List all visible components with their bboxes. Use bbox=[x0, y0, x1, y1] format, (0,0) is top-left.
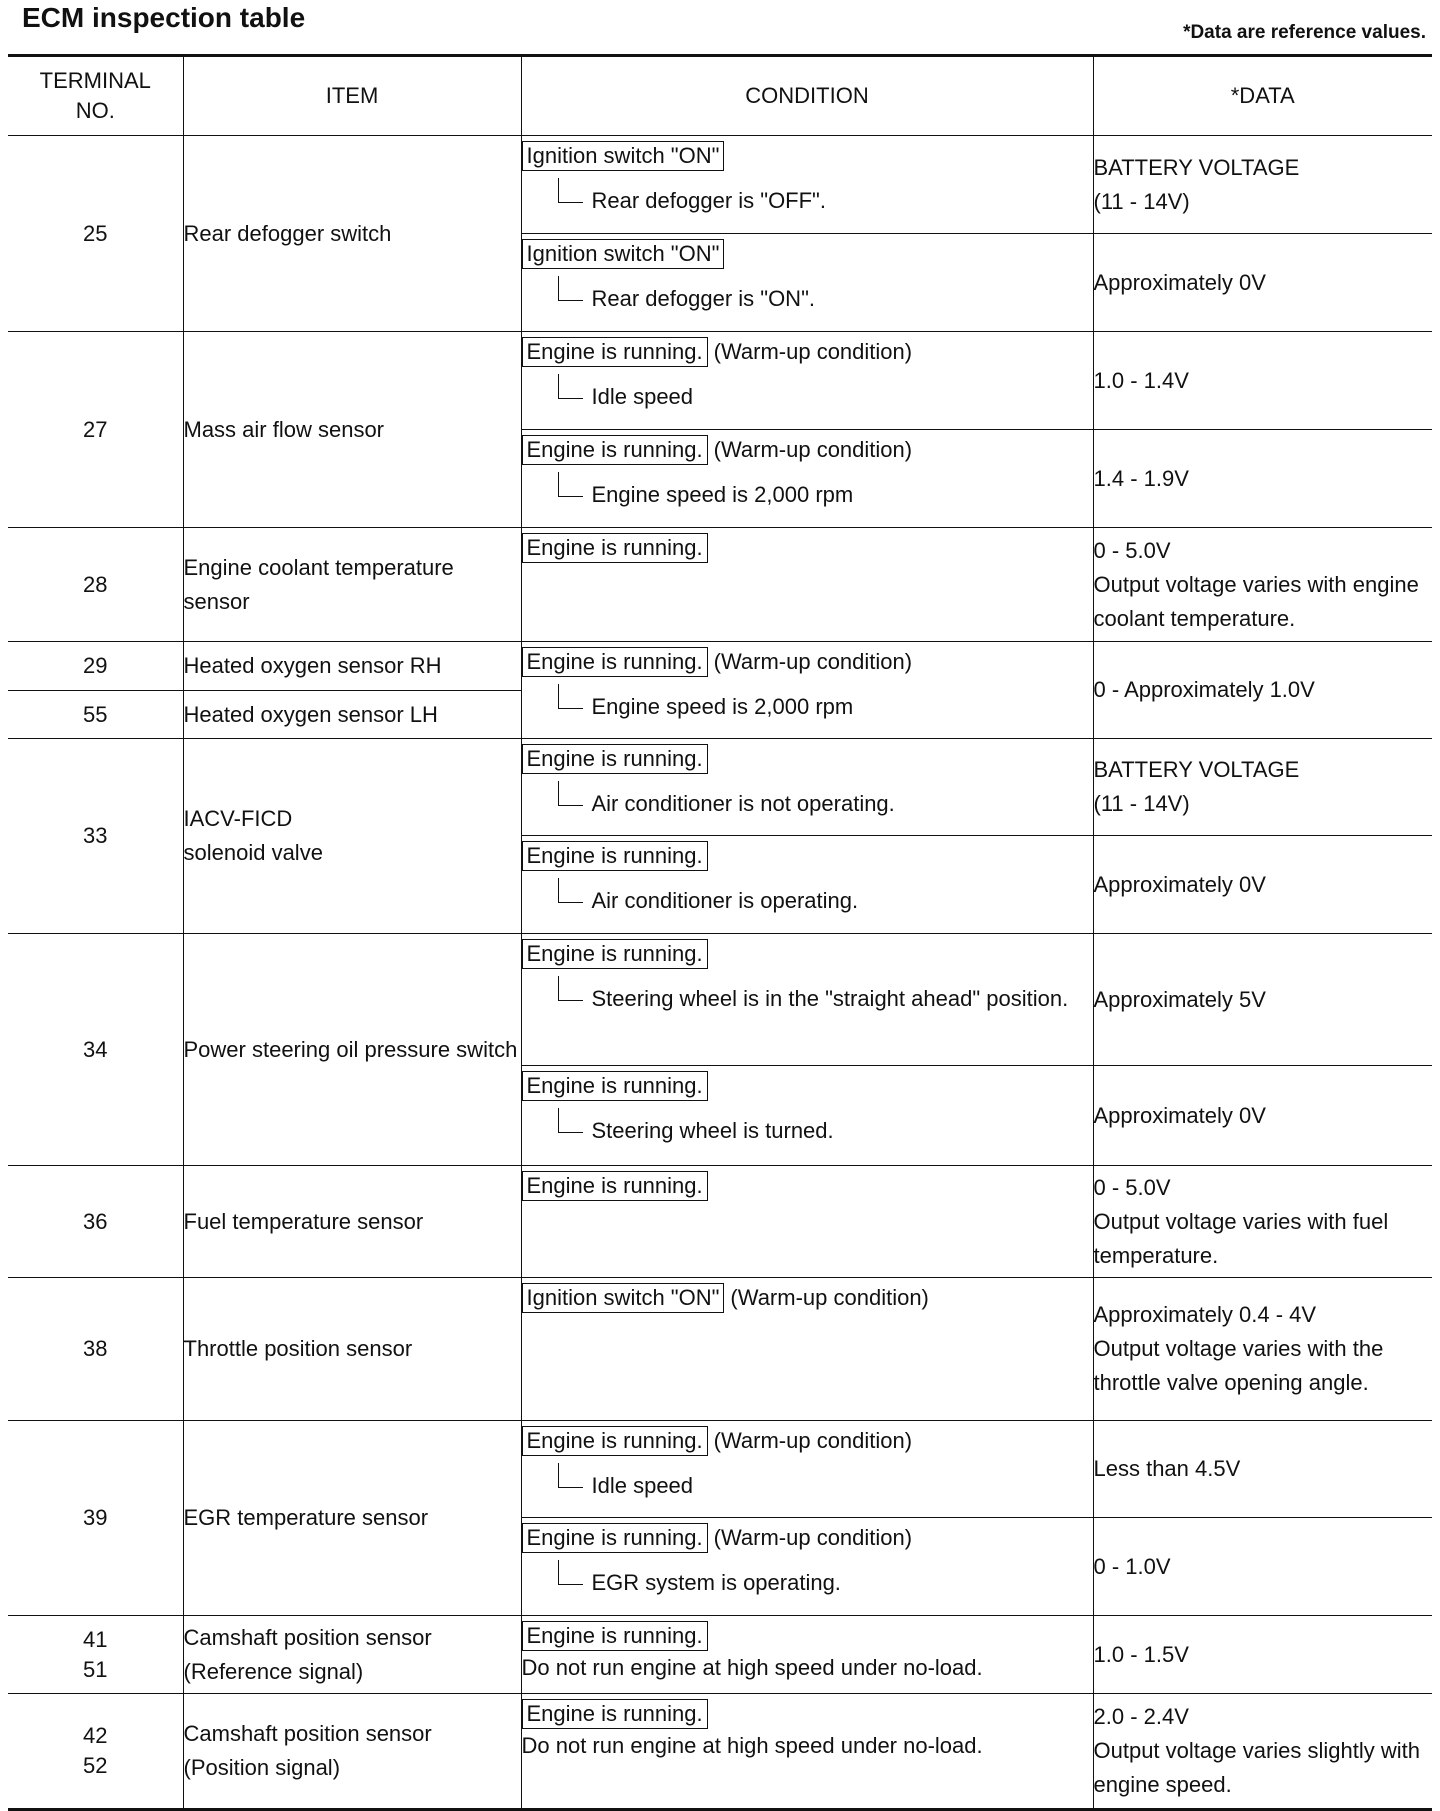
data-value: Approximately 0V bbox=[1093, 1066, 1432, 1166]
condition-box: Engine is running. bbox=[522, 647, 708, 677]
header-data: *DATA bbox=[1093, 56, 1432, 136]
condition-cell bbox=[521, 1616, 1093, 1694]
terminal-number: 39 bbox=[8, 1421, 183, 1616]
condition-substep: EGR system is operating. bbox=[558, 1566, 1093, 1600]
condition-box: Engine is running. bbox=[522, 841, 708, 871]
terminal-number: 34 bbox=[8, 934, 183, 1166]
item-name: EGR temperature sensor bbox=[183, 1421, 521, 1616]
condition-line bbox=[522, 336, 1093, 368]
table-row bbox=[8, 642, 1432, 691]
terminal-number: 29 bbox=[8, 642, 183, 691]
condition-cell bbox=[521, 430, 1093, 528]
data-value: BATTERY VOLTAGE (11 - 14V) bbox=[1093, 739, 1432, 836]
data-value: Approximately 0V bbox=[1093, 234, 1432, 332]
condition-cell bbox=[521, 1421, 1093, 1518]
condition-cell bbox=[521, 1166, 1093, 1278]
condition-substep: Rear defogger is "OFF". bbox=[558, 184, 1093, 218]
terminal-number: 41 51 bbox=[8, 1616, 183, 1694]
condition-note: (Warm-up condition) bbox=[713, 1525, 913, 1550]
condition-box: Engine is running. bbox=[522, 533, 708, 563]
condition-cell bbox=[521, 1278, 1093, 1421]
condition-note: (Warm-up condition) bbox=[713, 649, 913, 674]
condition-substep: Idle speed bbox=[558, 380, 1093, 414]
condition-box: Engine is running. bbox=[522, 1426, 708, 1456]
table-row bbox=[8, 1616, 1432, 1694]
data-value: Approximately 5V bbox=[1093, 934, 1432, 1066]
table-row bbox=[8, 1166, 1432, 1278]
table-row bbox=[8, 934, 1432, 1066]
item-name: Heated oxygen sensor LH bbox=[183, 691, 521, 739]
data-value: Less than 4.5V bbox=[1093, 1421, 1432, 1518]
condition-substep: Rear defogger is "ON". bbox=[558, 282, 1093, 316]
header-condition: CONDITION bbox=[521, 56, 1093, 136]
item-name: Camshaft position sensor (Reference signal) bbox=[183, 1616, 521, 1694]
condition-cell bbox=[521, 1518, 1093, 1616]
item-name: IACV-FICD solenoid valve bbox=[183, 739, 521, 934]
condition-box: Engine is running. bbox=[522, 1699, 708, 1729]
data-value: 0 - Approximately 1.0V bbox=[1093, 642, 1432, 739]
condition-box: Engine is running. bbox=[522, 1171, 708, 1201]
data-value: 1.4 - 1.9V bbox=[1093, 430, 1432, 528]
condition-box: Engine is running. bbox=[522, 1523, 708, 1553]
condition-substep: Steering wheel is in the "straight ahead" position. bbox=[558, 982, 1093, 1016]
condition-note: (Warm-up condition) bbox=[713, 1428, 913, 1453]
terminal-number: 42 52 bbox=[8, 1694, 183, 1810]
condition-box: Ignition switch "ON" bbox=[522, 1283, 725, 1313]
condition-line bbox=[522, 140, 1093, 172]
condition-box: Engine is running. bbox=[522, 1621, 708, 1651]
data-value: Approximately 0.4 - 4V Output voltage varies with the throttle valve opening angle. bbox=[1093, 1278, 1432, 1421]
table-row bbox=[8, 136, 1432, 234]
header-item: ITEM bbox=[183, 56, 521, 136]
ecm-inspection-table bbox=[8, 54, 1432, 1811]
condition-substep: Engine speed is 2,000 rpm bbox=[558, 478, 1093, 512]
condition-substep: Steering wheel is turned. bbox=[558, 1114, 1093, 1148]
condition-note: (Warm-up condition) bbox=[730, 1285, 929, 1310]
condition-cell bbox=[521, 1066, 1093, 1166]
terminal-number: 33 bbox=[8, 739, 183, 934]
condition-substep: Engine speed is 2,000 rpm bbox=[558, 690, 1093, 724]
table-row bbox=[8, 332, 1432, 430]
item-name: Heated oxygen sensor RH bbox=[183, 642, 521, 691]
condition-line bbox=[522, 238, 1093, 270]
terminal-number: 27 bbox=[8, 332, 183, 528]
data-value: 0 - 5.0V Output voltage varies with engine coolant temperature. bbox=[1093, 528, 1432, 642]
page-title: ECM inspection table bbox=[22, 2, 306, 33]
condition-cell bbox=[521, 642, 1093, 739]
table-body bbox=[8, 136, 1432, 1810]
reference-note: *Data are reference values. bbox=[1183, 22, 1426, 43]
condition-cell bbox=[521, 836, 1093, 934]
table-row bbox=[8, 1421, 1432, 1518]
condition-cell bbox=[521, 234, 1093, 332]
data-value: BATTERY VOLTAGE (11 - 14V) bbox=[1093, 136, 1432, 234]
condition-line bbox=[522, 434, 1093, 466]
condition-line bbox=[522, 1282, 1093, 1314]
condition-line bbox=[522, 1620, 1093, 1652]
data-value: 2.0 - 2.4V Output voltage varies slightly with engine speed. bbox=[1093, 1694, 1432, 1810]
item-name: Camshaft position sensor (Position signal) bbox=[183, 1694, 521, 1810]
terminal-number: 36 bbox=[8, 1166, 183, 1278]
condition-box: Ignition switch "ON" bbox=[522, 141, 725, 171]
condition-substep: Air conditioner is not operating. bbox=[558, 787, 1093, 821]
data-value: 0 - 5.0V Output voltage varies with fuel temperature. bbox=[1093, 1166, 1432, 1278]
table-row bbox=[8, 1278, 1432, 1421]
condition-note: (Warm-up condition) bbox=[713, 437, 913, 462]
condition-note: (Warm-up condition) bbox=[713, 339, 913, 364]
condition-box: Engine is running. bbox=[522, 744, 708, 774]
data-value: Approximately 0V bbox=[1093, 836, 1432, 934]
table-row bbox=[8, 528, 1432, 642]
condition-cell bbox=[521, 528, 1093, 642]
condition-line bbox=[522, 1698, 1093, 1730]
terminal-number: 28 bbox=[8, 528, 183, 642]
condition-cell bbox=[521, 934, 1093, 1066]
item-name: Power steering oil pressure switch bbox=[183, 934, 521, 1166]
data-value: 1.0 - 1.5V bbox=[1093, 1616, 1432, 1694]
item-name: Throttle position sensor bbox=[183, 1278, 521, 1421]
condition-cell bbox=[521, 739, 1093, 836]
condition-line bbox=[522, 938, 1093, 970]
condition-cell bbox=[521, 136, 1093, 234]
condition-cell bbox=[521, 332, 1093, 430]
condition-line bbox=[522, 646, 1093, 678]
condition-box: Engine is running. bbox=[522, 337, 708, 367]
condition-substep: Air conditioner is operating. bbox=[558, 884, 1093, 918]
condition-box: Engine is running. bbox=[522, 435, 708, 465]
condition-line bbox=[522, 1170, 1093, 1202]
terminal-number: 25 bbox=[8, 136, 183, 332]
condition-line bbox=[522, 1425, 1093, 1457]
table-row bbox=[8, 1694, 1432, 1810]
data-value: 1.0 - 1.4V bbox=[1093, 332, 1432, 430]
condition-box: Engine is running. bbox=[522, 1071, 708, 1101]
terminal-number: 38 bbox=[8, 1278, 183, 1421]
condition-line bbox=[522, 840, 1093, 872]
terminal-number: 55 bbox=[8, 691, 183, 739]
condition-caution: Do not run engine at high speed under no-load. bbox=[521, 1733, 983, 1758]
item-name: Mass air flow sensor bbox=[183, 332, 521, 528]
item-name: Engine coolant temperature sensor bbox=[183, 528, 521, 642]
condition-line bbox=[522, 1070, 1093, 1102]
header-terminal: TERMINAL NO. bbox=[8, 56, 183, 136]
item-name: Rear defogger switch bbox=[183, 136, 521, 332]
condition-cell bbox=[521, 1694, 1093, 1810]
item-name: Fuel temperature sensor bbox=[183, 1166, 521, 1278]
condition-caution: Do not run engine at high speed under no-load. bbox=[521, 1655, 983, 1680]
condition-line bbox=[522, 1522, 1093, 1554]
condition-substep: Idle speed bbox=[558, 1469, 1093, 1503]
data-value: 0 - 1.0V bbox=[1093, 1518, 1432, 1616]
condition-box: Engine is running. bbox=[522, 939, 708, 969]
condition-box: Ignition switch "ON" bbox=[522, 239, 725, 269]
condition-line bbox=[522, 743, 1093, 775]
table-row bbox=[8, 739, 1432, 836]
condition-line bbox=[522, 532, 1093, 564]
